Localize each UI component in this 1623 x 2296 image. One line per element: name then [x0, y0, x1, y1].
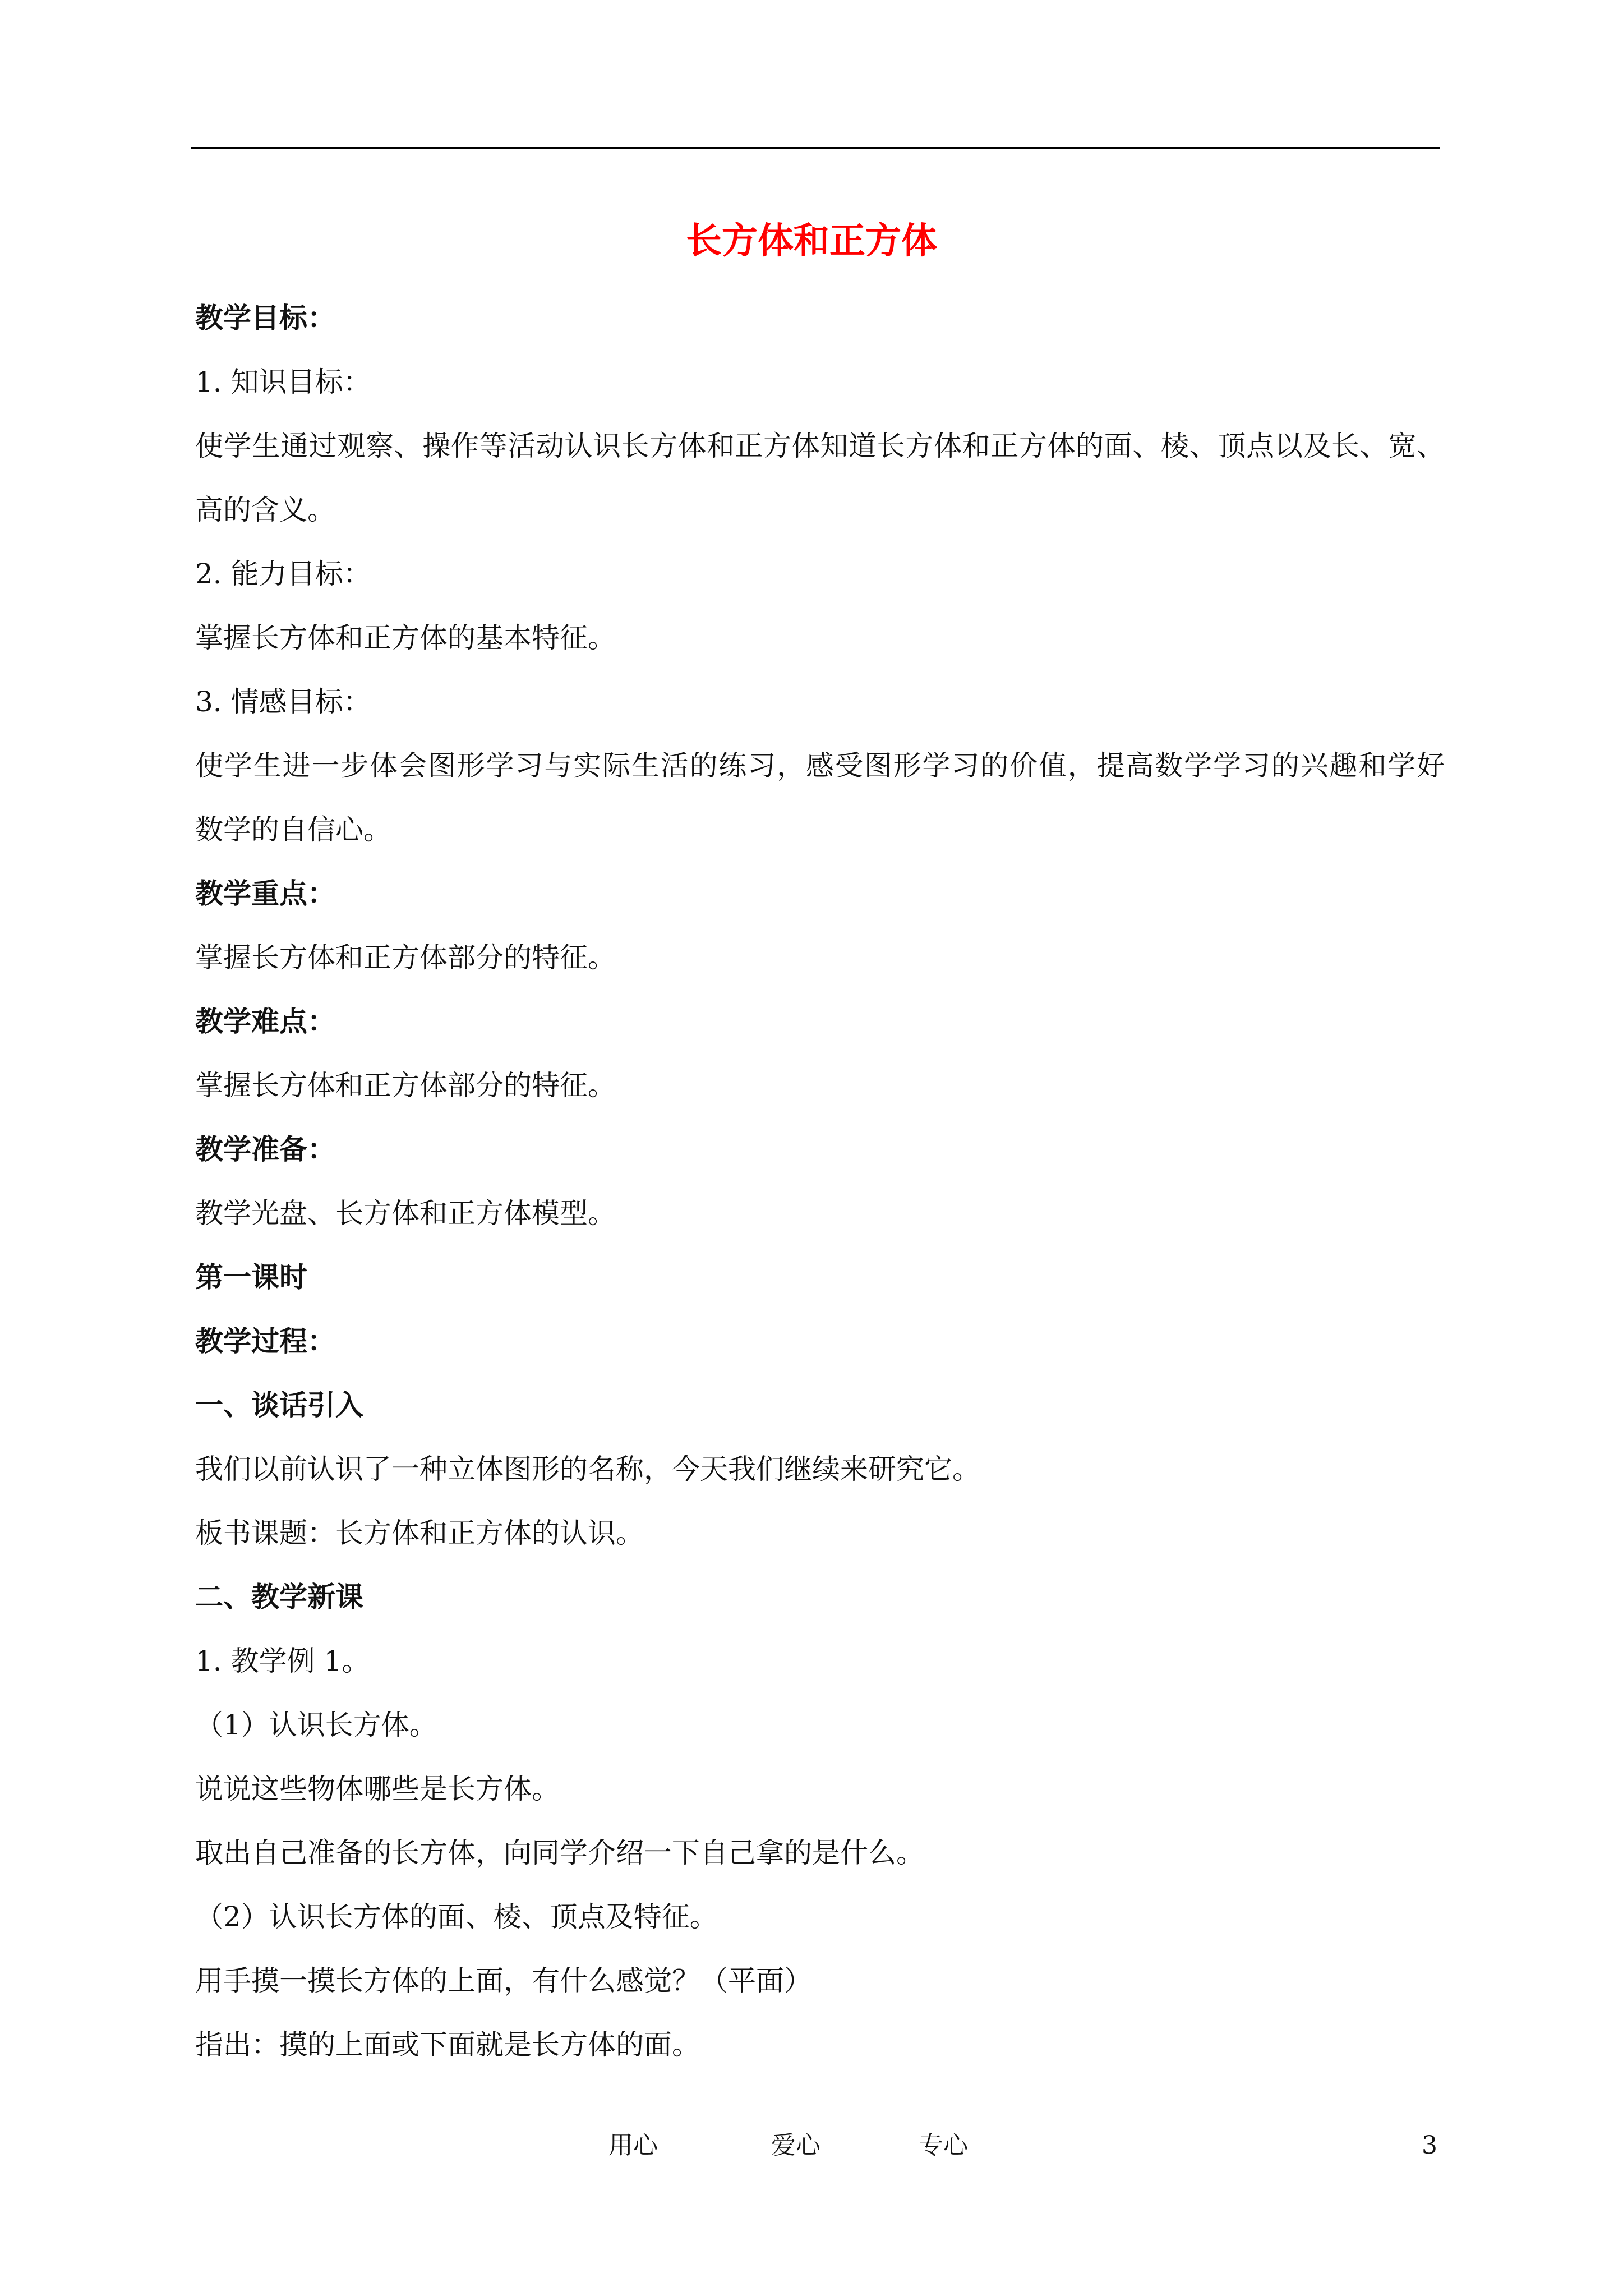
section-heading: 二、教学新课 — [195, 1581, 363, 1613]
paragraph-line: 使学生进一步体会图形学习与实际生活的练习，感受图形学习的价值，提高数学学习的兴趣和学好 — [195, 749, 1445, 782]
paragraph-line: 掌握长方体和正方体的基本特征。 — [195, 622, 616, 654]
paragraph-line: 我们以前认识了一种立体图形的名称，今天我们继续来研究它。 — [195, 1453, 980, 1485]
section-heading: 教学难点： — [195, 1005, 335, 1038]
paragraph-line: 使学生通过观察、操作等活动认识长方体和正方体知道长方体和正方体的面、棱、顶点以及长、宽、 — [195, 430, 1445, 462]
paragraph-line: 指出：摸的上面或下面就是长方体的面。 — [195, 2028, 700, 2061]
section-heading: 教学目标： — [195, 302, 335, 334]
paragraph-line: 数学的自信心。 — [195, 813, 391, 846]
footer-motto-right: 专心 — [919, 2131, 968, 2160]
paragraph-line: 2. 能力目标： — [195, 558, 371, 590]
paragraph-line: 用手摸一摸长方体的上面，有什么感觉？（平面） — [195, 1964, 812, 1997]
paragraph-line: 说说这些物体哪些是长方体。 — [195, 1773, 560, 1805]
paragraph-line: 高的含义。 — [195, 494, 335, 526]
paragraph-line: 取出自己准备的长方体，向同学介绍一下自己拿的是什么。 — [195, 1837, 924, 1869]
document-body — [195, 286, 1445, 2077]
paragraph-line: 1. 教学例 1。 — [195, 1645, 370, 1677]
page-number: 3 — [1422, 2131, 1437, 2160]
paragraph-line: 板书课题：长方体和正方体的认识。 — [195, 1517, 644, 1549]
paragraph-line: 1. 知识目标： — [195, 366, 371, 398]
paragraph-line: （2）认识长方体的面、棱、顶点及特征。 — [195, 1901, 718, 1933]
section-heading: 教学重点： — [195, 877, 335, 910]
header-rule — [191, 147, 1440, 149]
section-heading: 一、谈话引入 — [195, 1389, 363, 1421]
section-heading: 教学准备： — [195, 1133, 335, 1166]
paragraph-line: 教学光盘、长方体和正方体模型。 — [195, 1197, 616, 1230]
footer-motto-middle: 爱心 — [771, 2131, 820, 2160]
section-heading: 第一课时 — [195, 1261, 307, 1294]
section-heading: 教学过程： — [195, 1325, 335, 1358]
paragraph-line: 3. 情感目标： — [195, 685, 371, 718]
paragraph-line: 掌握长方体和正方体部分的特征。 — [195, 1069, 616, 1102]
document-title: 长方体和正方体 — [686, 220, 937, 262]
paragraph-line: 掌握长方体和正方体部分的特征。 — [195, 941, 616, 974]
paragraph-line: （1）认识长方体。 — [195, 1709, 437, 1741]
footer-motto-left: 用心 — [608, 2131, 658, 2160]
